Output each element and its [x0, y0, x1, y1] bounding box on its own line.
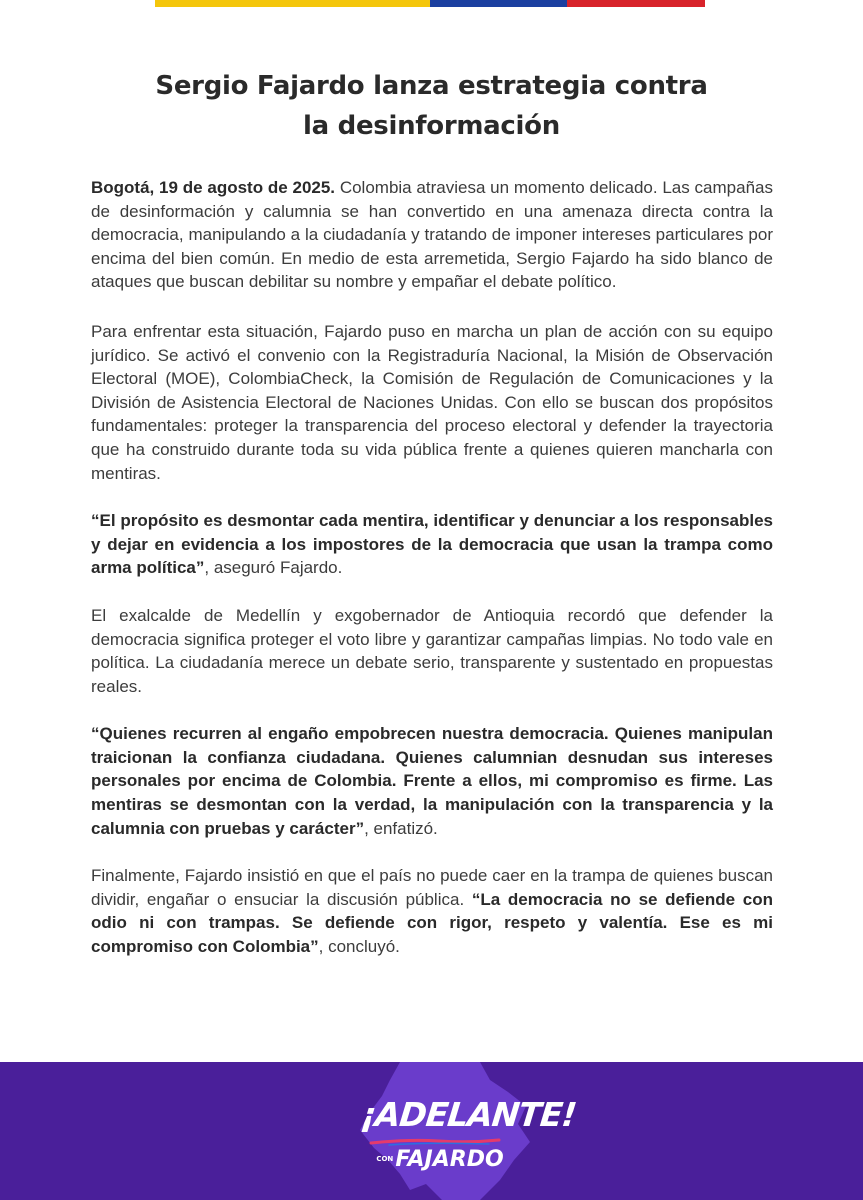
logo-main-text: ¡ADELANTE! [359, 1095, 578, 1134]
flag-color-bar [155, 0, 705, 7]
title-line-1: Sergio Fajardo lanza estrategia contra [155, 71, 708, 101]
document-body [91, 176, 773, 983]
paragraph-6 [91, 864, 773, 958]
quote-2-attribution: , enfatizó. [364, 818, 438, 838]
paragraph-1 [91, 176, 773, 294]
paragraph-4 [91, 604, 773, 698]
flag-red-segment [567, 0, 705, 7]
flag-yellow-segment [155, 0, 430, 7]
paragraph-2 [91, 320, 773, 485]
paragraph-2-text: Para enfrentar esta situación, Fajardo puso en marcha un plan de acción con su equipo jurídico. Se activó el convenio con la Registraduría Nacional, la Misión de Observación Electoral (MOE), ColombiaCheck, la Comisión de Regulación de Comunicaciones y la División de Asistencia Electoral de Naciones Unidas. Con ello se buscan dos propósitos fundamentales: proteger la transparencia del proceso electoral y defender la trayectoria que ha construido durante toda su vida pública frente a quienes quieren mancharla con mentiras. [91, 321, 773, 483]
logo-con-text: CON [376, 1155, 394, 1163]
document-title [0, 66, 863, 146]
quote-3: “La democracia no se defiende con odio ni con trampas. Se defiende con rigor, respeto y valentía. Ese es mi compromiso con Colombia” [91, 889, 773, 957]
paragraph-5 [91, 722, 773, 840]
paragraph-3 [91, 509, 773, 580]
paragraph-4-text: El exalcalde de Medellín y exgobernador de Antioquia recordó que defender la democracia significa proteger el voto libre y garantizar campañas limpias. No todo vale en política. La ciudadanía merece un debate serio, transparente y sustentado en propuestas reales. [91, 605, 773, 696]
flag-blue-segment [430, 0, 567, 7]
quote-1-attribution: , aseguró Fajardo. [204, 558, 343, 578]
dateline: Bogotá, 19 de agosto de 2025. [91, 178, 336, 197]
paragraph-6-text: Finalmente, Fajardo insistió en que el país no puede caer en la trampa de quienes buscan dividir, engañar o ensuciar la discusión pública. [91, 866, 773, 909]
logo-subline [375, 1144, 505, 1174]
paragraph-1-text: Colombia atraviesa un momento delicado. Las campañas de desinformación y calumnia se han convertido en una amenaza directa contra la democracia, manipulando a la ciudadanía y tratando de imponer intereses particulares por encima del bien común. En medio de esta arremetida, Sergio Fajardo ha sido blanco de ataques que buscan debilitar su nombre y empañar el debate político. [91, 178, 773, 292]
quote-1: “El propósito es desmontar cada mentira, identificar y denunciar a los responsables y dejar en evidencia a los impostores de la democracia que usan la trampa como arma política” [91, 511, 773, 578]
title-line-2: la desinformación [303, 111, 560, 141]
footer-banner [0, 1062, 863, 1200]
logo-name-text: FAJARDO [395, 1146, 504, 1172]
quote-3-attribution: , concluyó. [318, 937, 400, 957]
adelante-fajardo-logo [359, 1095, 578, 1196]
quote-2: “Quienes recurren al engaño empobrecen nuestra democracia. Quienes manipulan traicionan la confianza ciudadana. Quienes calumnian desnudan sus intereses personales por encima de Colombia. Frente a ellos, mi compromiso es firme. Las mentiras se desmontan con la verdad, la manipulación con la transparencia y la calumnia con pruebas y carácter” [91, 724, 773, 838]
